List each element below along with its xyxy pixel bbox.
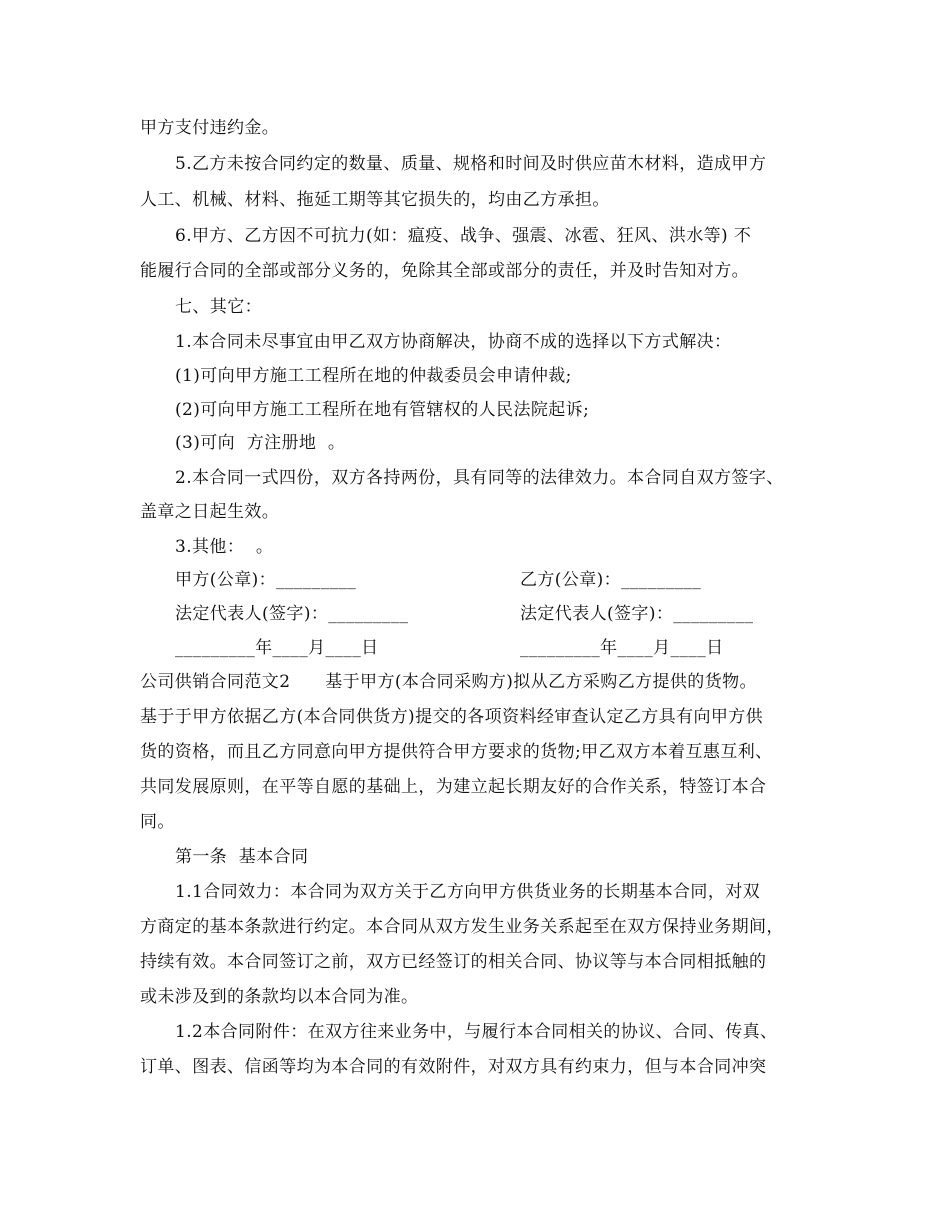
text-line: (1)可向甲方施工工程所在地的仲裁委员会申请仲裁; <box>175 366 572 386</box>
text-line: 共同发展原则，在平等自愿的基础上，为建立起长期友好的合作关系，特签订本合 <box>140 777 767 797</box>
party-a-seal-field: 甲方(公章)：_________ <box>175 570 357 590</box>
text-line: 1.本合同未尽事宜由甲乙双方协商解决，协商不成的选择以下方式解决： <box>175 332 732 352</box>
party-a-representative-field: 法定代表人(签字)：_________ <box>175 604 409 624</box>
text-line: 1.2本合同附件：在双方往来业务中，与履行本合同相关的协议、合同、传真、 <box>175 1022 778 1042</box>
party-a-date-field: _________年____月____日 <box>175 638 379 658</box>
party-b-date-field: _________年____月____日 <box>520 638 724 658</box>
text-line: 5.乙方未按合同约定的数量、质量、规格和时间及时供应苗木材料，造成甲方 <box>175 154 767 174</box>
text-line: 盖章之日起生效。 <box>140 502 280 522</box>
text-line: 6.甲方、乙方因不可抗力(如：瘟疫、战争、强震、冰雹、狂风、洪水等) 不 <box>175 226 752 246</box>
text-line: 或未涉及到的条款均以本合同为准。 <box>140 987 419 1007</box>
text-line: 方商定的基本条款进行约定。本合同从双方发生业务关系起至在双方保持业务期间， <box>140 917 784 937</box>
text-line: 持续有效。本合同签订之前，双方已经签订的相关合同、协议等与本合同相抵触的 <box>140 952 767 972</box>
text-line: 基于于甲方依据乙方(本合同供货方)提交的各项资料经审查认定乙方具有向甲方供 <box>140 707 764 727</box>
section-heading: 七、其它： <box>175 297 262 317</box>
text-line: 人工、机械、材料、拖延工期等其它损失的，均由乙方承担。 <box>140 190 610 210</box>
party-b-representative-field: 法定代表人(签字)：_________ <box>520 604 754 624</box>
text-line: 甲方支付违约金。 <box>140 118 280 138</box>
text-line: 订单、图表、信函等均为本合同的有效附件，对双方具有约束力，但与本合同冲突 <box>140 1057 767 1077</box>
text-line: 货的资格，而且乙方同意向甲方提供符合甲方要求的货物;甲乙双方本着互惠互利、 <box>140 742 773 762</box>
text-line: (3)可向 方注册地 。 <box>175 433 346 453</box>
text-line: 3.其他： 。 <box>175 537 274 557</box>
text-line: 1.1合同效力：本合同为双方关于乙方向甲方供货业务的长期基本合同，对双 <box>175 882 761 902</box>
article-heading: 第一条 基本合同 <box>175 847 309 867</box>
party-b-seal-field: 乙方(公章)：_________ <box>520 570 702 590</box>
text-line: (2)可向甲方施工工程所在地有管辖权的人民法院起诉; <box>175 400 590 420</box>
text-line: 能履行合同的全部或部分义务的，免除其全部或部分的责任，并及时告知对方。 <box>140 261 749 281</box>
text-line: 同。 <box>140 812 175 832</box>
text-line: 公司供销合同范文2 基于甲方(本合同采购方)拟从乙方采购乙方提供的货物。 <box>140 672 757 692</box>
text-line: 2.本合同一式四份，双方各持两份，具有同等的法律效力。本合同自双方签字、 <box>175 468 784 488</box>
